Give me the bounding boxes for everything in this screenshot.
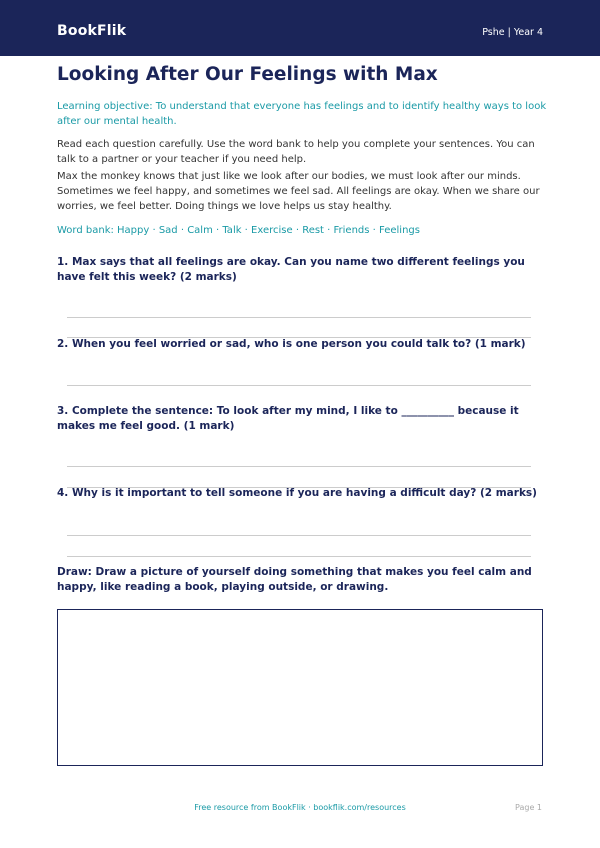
question-2: 2. When you feel worried or sad, who is one person you could talk to? (1 mark)	[57, 338, 526, 350]
story-paragraph: Max the monkey knows that just like we look after our bodies, we must look after our minds. Sometimes we feel happy, and sometimes we feel sad. All feelings are okay. When we share our worries, we feel better. Doing things we love helps us stay healthy.	[57, 171, 540, 212]
instructions-paragraph: Read each question carefully. Use the word bank to help you complete your sentences. You can talk to a partner or your teacher if you need help.	[57, 139, 535, 165]
question-4: 4. Why is it important to tell someone if you are having a difficult day? (2 marks)	[57, 487, 537, 499]
page-title: Looking After Our Feelings with Max	[57, 64, 438, 85]
learning-objective: Learning objective: To understand that everyone has feelings and to identify healthy ways to look after our mental health.	[57, 101, 547, 127]
answer-line[interactable]	[67, 466, 531, 467]
drawing-box[interactable]	[57, 609, 543, 766]
answer-line[interactable]	[67, 385, 531, 386]
page-number: Page 1	[515, 803, 542, 812]
answer-line[interactable]	[67, 317, 531, 318]
draw-prompt: Draw: Draw a picture of yourself doing something that makes you feel calm and happy, like reading a book, playing outside, or drawing.	[57, 566, 532, 593]
question-3: 3. Complete the sentence: To look after my mind, I like to __________ because it makes me feel good. (1 mark)	[57, 405, 519, 432]
answer-line[interactable]	[67, 535, 531, 536]
answer-line[interactable]	[67, 556, 531, 557]
subject-year-label: Pshe | Year 4	[482, 27, 543, 38]
question-1: 1. Max says that all feelings are okay. Can you name two different feelings you have felt this week? (2 marks)	[57, 256, 525, 283]
brand-logo: BookFlik	[57, 23, 127, 39]
header-bar	[0, 0, 600, 56]
footer-credit: Free resource from BookFlik · bookflik.com/resources	[194, 803, 406, 812]
word-bank: Word bank: Happy · Sad · Calm · Talk · Exercise · Rest · Friends · Feelings	[57, 225, 420, 236]
